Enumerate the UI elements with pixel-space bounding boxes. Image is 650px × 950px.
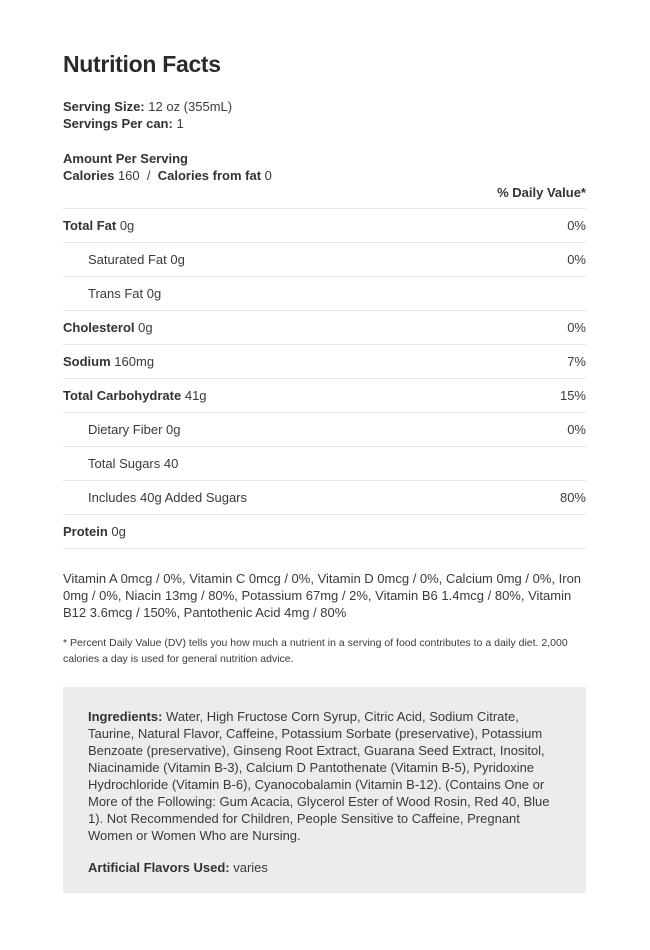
nutrient-name: Total Fat [63,218,117,233]
calories-line [63,167,586,184]
nutrient-row [63,311,586,345]
nutrient-row [63,379,586,413]
nutrient-amount: 0g [146,286,162,301]
fat-calories-label: Calories from fat [157,168,262,183]
nutrient-name: Total Sugars [88,456,161,471]
nutrient-label-cell [63,489,247,506]
serving-size-line [63,98,586,115]
serving-info [63,98,586,132]
ingredients-label: Ingredients: [88,709,163,724]
servings-per-label: Servings Per can: [63,116,173,131]
daily-value-footnote: * Percent Daily Value (DV) tells you how much a nutrient in a serving of food contributes to a daily diet. 2,000 calories a day is used for general nutrition advice. [63,637,568,665]
nutrient-amount: 0g [111,524,126,539]
nutrient-row [63,243,586,277]
nutrient-name: Dietary Fiber [88,422,163,437]
artificial-flavors-line [88,859,562,876]
nutrient-amount: 160mg [114,354,155,369]
nutrient-label-cell [63,285,161,302]
nutrient-daily-value: 15% [559,388,586,403]
nutrient-daily-value: 0% [567,422,586,437]
nutrient-table [63,208,586,549]
nutrient-label-cell [63,387,207,404]
nutrient-daily-value: 0% [567,218,586,233]
amount-heading: Amount Per Serving [63,151,188,166]
nutrient-label-cell [63,523,126,540]
nutrient-row [63,447,586,481]
nutrient-name: Cholesterol [63,320,135,335]
nutrient-row [63,209,586,243]
nutrient-amount: 0g [138,320,153,335]
nutrient-name: Total Carbohydrate [63,388,182,403]
nutrient-name: Trans Fat [88,286,144,301]
nutrient-label-cell [63,319,153,336]
artificial-flavors-label: Artificial Flavors Used: [88,860,230,875]
nutrient-name: Protein [63,524,108,539]
nutrient-daily-value: 0% [567,252,586,267]
serving-size-label: Serving Size: [63,99,145,114]
nutrient-name: Includes 40g Added Sugars [88,490,248,505]
calories-separator: / [146,168,151,183]
page-title: Nutrition Facts [63,51,221,77]
vitamins-minerals: Vitamin A 0mcg / 0%, Vitamin C 0mcg / 0%, Vitamin D 0mcg / 0%, Calcium 0mg / 0%, Iron 0mg / 0%, Niacin 13mg / 80%, Potassium 67mg / 2%, Vitamin B6 1.4mcg / 80%, Vitamin B12 3.6mcg / 150%, Pantothenic Acid 4mg / 80% [63,571,582,620]
nutrient-label-cell [63,455,178,472]
nutrient-amount: 0g [170,252,185,267]
nutrient-row [63,277,586,311]
nutrient-amount: 0g [166,422,181,437]
calories-value: 160 [117,168,140,183]
ingredients-list: Water, High Fructose Corn Syrup, Citric Acid, Sodium Citrate, Taurine, Natural Flavor, Caffeine, Potassium Sorbate (preservative), Potassium Benzoate (preservative), Ginseng Root Extract, Guarana Seed Extract, Inositol, Niacinamide (Vitamin B-3), Calcium D Pantothenate (Vitamin B-5), Pyridoxine Hydrochloride (Vitamin B-6), Cyanocobalamin (Vitamin B-12). (Contains One or More of the Following: Gum Acacia, Glycerol Ester of Wood Rosin, Red 40, Blue 1). Not Recommended for Children, People Sensitive to Caffeine, Pregnant Women or Women Who are Nursing. [88,709,550,843]
ingredients-paragraph [88,708,562,844]
nutrient-row [63,515,586,549]
artificial-flavors-value: varies [233,860,268,875]
nutrient-label-cell [63,217,134,234]
servings-per-line [63,115,586,132]
nutrient-amount: 0g [119,218,135,233]
nutrient-label-cell [63,353,154,370]
ingredients-box [63,687,586,893]
nutrient-daily-value: 0% [567,320,586,335]
nutrient-row [63,413,586,447]
nutrient-name: Sodium [63,354,111,369]
nutrient-daily-value: 7% [567,354,586,369]
nutrient-row [63,345,586,379]
servings-per-value: 1 [176,116,184,131]
nutrient-amount: 41g [184,388,207,403]
nutrient-label-cell [63,251,185,268]
nutrient-label-cell [63,421,181,438]
nutrient-daily-value: 80% [559,490,586,505]
amount-per-serving [63,150,586,184]
serving-size-value: 12 oz (355mL) [148,99,233,114]
daily-value-header: % Daily Value* [497,185,586,200]
calories-label: Calories [63,168,115,183]
nutrient-row [63,481,586,515]
fat-calories-value: 0 [264,168,272,183]
nutrient-amount: 40 [163,456,179,471]
nutrient-name: Saturated Fat [88,252,167,267]
